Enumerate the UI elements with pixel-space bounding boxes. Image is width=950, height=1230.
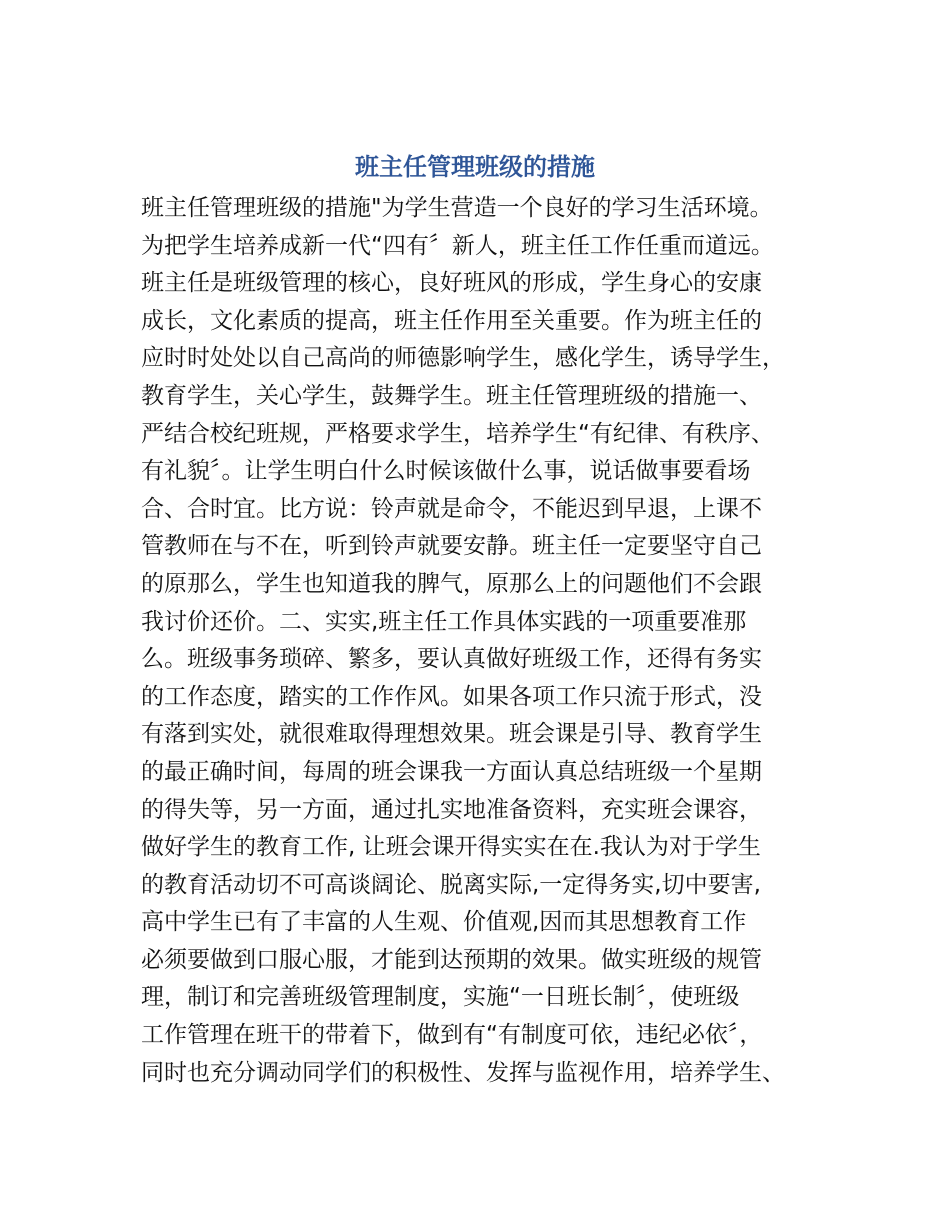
body-line: 有落到实处，就很难取得理想效果。班会课是引导、教育学生 xyxy=(141,721,762,748)
body-line: 合、合时宜。比方说：铃声就是命令，不能迟到早退，上课不 xyxy=(141,495,762,522)
body-line: 为把学生培养成新一代“四有〞新人，班主任工作任重而道远。 xyxy=(141,232,774,259)
body-line: 的最正确时间，每周的班会课我一方面认真总结班级一个星期 xyxy=(141,758,762,785)
body-line: 班主任是班级管理的核心，良好班风的形成，学生身心的安康 xyxy=(141,270,762,297)
body-line: 的原那么，学生也知道我的脾气，原那么上的问题他们不会跟 xyxy=(141,570,762,597)
body-line: 我讨价还价。二、实实,班主任工作具体实践的一项重要准那 xyxy=(141,608,747,635)
body-line: 理，制订和完善班级管理制度，实施“一日班长制〞，使班级 xyxy=(141,984,740,1011)
body-line: 班主任管理班级的措施"为学生营造一个良好的学习生活环境。 xyxy=(141,195,773,221)
body-line: 高中学生已有了丰富的人生观、价值观,因而其思想教育工作 xyxy=(141,909,747,936)
document-title: 班主任管理班级的措施 xyxy=(355,153,595,181)
body-line: 做好学生的教育工作, 让班会课开得实实在在.我认为对于学生 xyxy=(141,834,761,861)
body-line: 么。班级事务琐碎、繁多，要认真做好班级工作，还得有务实 xyxy=(141,646,762,673)
body-line: 同时也充分调动同学们的积极性、发挥与监视作用，培养学生、 xyxy=(141,1059,785,1086)
body-line: 有礼貌〞。让学生明白什么时候该做什么事，说话做事要看场 xyxy=(141,458,751,485)
body-line: 的工作态度，踏实的工作作风。如果各项工作只流于形式，没 xyxy=(141,683,762,710)
body-line: 应时时处处以自己高尚的师德影响学生，感化学生，诱导学生， xyxy=(141,345,785,372)
document-body xyxy=(141,190,841,1092)
body-line: 教育学生，关心学生，鼓舞学生。班主任管理班级的措施一、 xyxy=(141,382,762,409)
body-line: 的教育活动切不可高谈阔论、脱离实际,一定得务实,切中要害, xyxy=(141,871,761,898)
body-line: 必须要做到口服心服，才能到达预期的效果。做实班级的规管 xyxy=(141,946,762,973)
body-line: 工作管理在班干的带着下，做到有“有制度可依，违纪必依〞， xyxy=(141,1022,763,1049)
body-line: 管教师在与不在，听到铃声就要安静。班主任一定要坚守自己 xyxy=(141,533,762,560)
body-line: 严结合校纪班规，严格要求学生，培养学生“有纪律、有秩序、 xyxy=(141,420,774,447)
body-line: 的得失等，另一方面，通过扎实地准备资料，充实班会课容， xyxy=(141,796,762,823)
body-line: 成长，文化素质的提高，班主任作用至关重要。作为班主任的 xyxy=(141,307,762,334)
